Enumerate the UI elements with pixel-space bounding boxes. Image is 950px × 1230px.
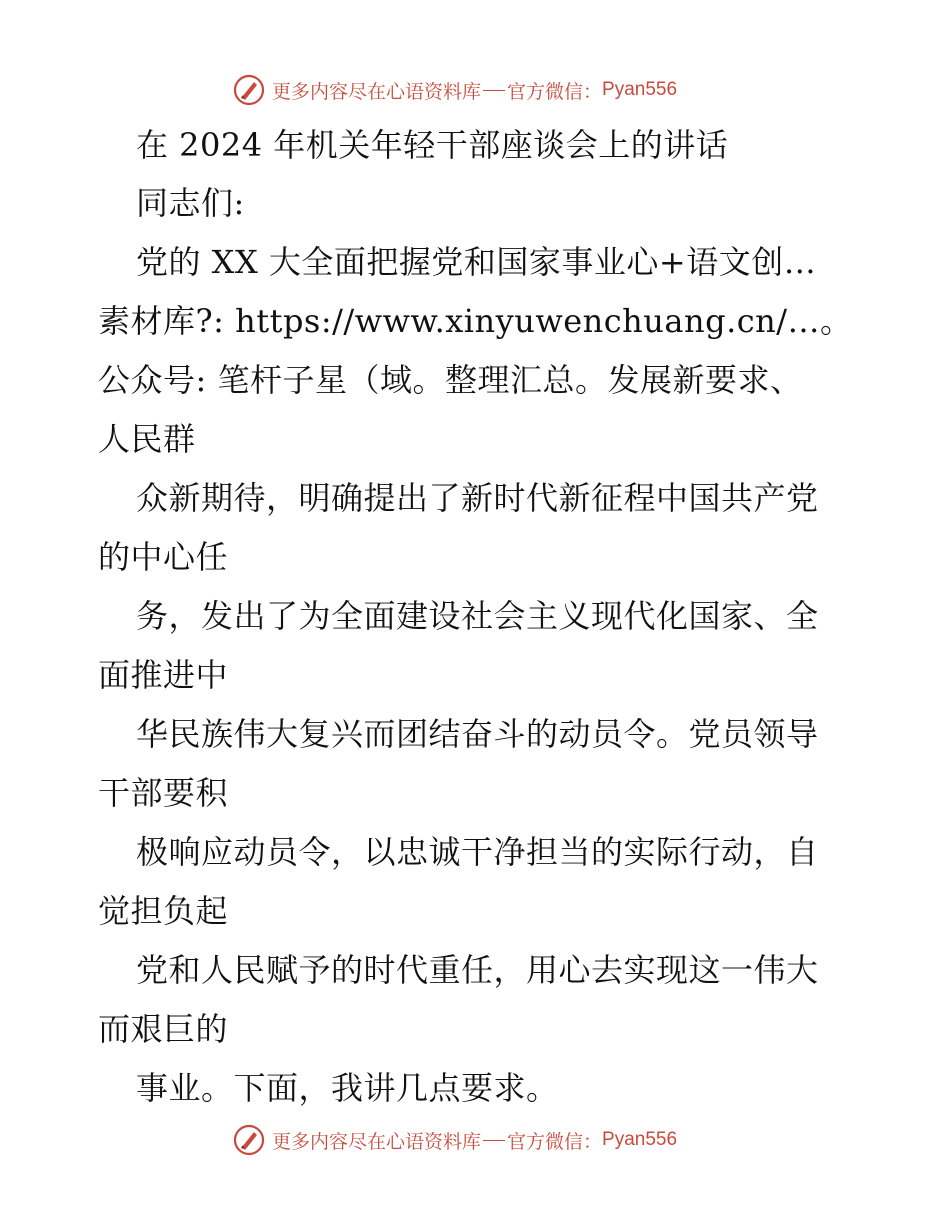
banner-wechat-id: Pyan556 — [602, 79, 678, 100]
header-banner[interactable] — [232, 72, 732, 108]
banner-main-text: 更多内容尽在心语资料库 — [272, 80, 482, 103]
pen-logo-icon — [232, 73, 266, 107]
text-line: 同志们: — [136, 184, 245, 222]
pen-logo-icon — [232, 1123, 266, 1157]
text-line: 干部要积 — [98, 774, 229, 812]
text-line: 面推进中 — [98, 656, 229, 694]
banner-dash — [483, 90, 505, 91]
text-line: 党和人民赋予的时代重任，用心去实现这一伟大 — [136, 951, 819, 989]
banner-official-text: 官方微信： — [507, 1130, 603, 1153]
banner-main-text: 更多内容尽在心语资料库 — [272, 1130, 482, 1153]
text-line: 党的 XX 大全面把握党和国家事业心+语文创… — [136, 243, 817, 281]
text-line: 公众号: 笔杆子星（域。整理汇总。发展新要求、 — [98, 361, 803, 399]
text-line: 觉担负起 — [98, 892, 229, 930]
text-line: 素材库?: https://www.xinyuwenchuang.cn/…。 — [98, 302, 853, 340]
banner-official-text: 官方微信： — [507, 80, 603, 103]
text-line: 极响应动员令，以忠诚干净担当的实际行动，自 — [136, 833, 819, 871]
document-title: 在 2024 年机关年轻干部座谈会上的讲话 — [136, 126, 729, 164]
text-line: 的中心任 — [98, 538, 229, 576]
text-line: 务，发出了为全面建设社会主义现代化国家、全 — [136, 597, 819, 635]
banner-dash — [483, 1140, 505, 1141]
text-line: 华民族伟大复兴而团结奋斗的动员令。党员领导 — [136, 715, 819, 753]
footer-banner[interactable] — [232, 1122, 732, 1158]
text-line: 而艰巨的 — [98, 1010, 229, 1048]
banner-wechat-id: Pyan556 — [602, 1129, 678, 1150]
text-line: 人民群 — [98, 420, 196, 458]
text-line: 事业。下面，我讲几点要求。 — [136, 1069, 559, 1107]
text-line: 众新期待，明确提出了新时代新征程中国共产党 — [136, 479, 819, 517]
